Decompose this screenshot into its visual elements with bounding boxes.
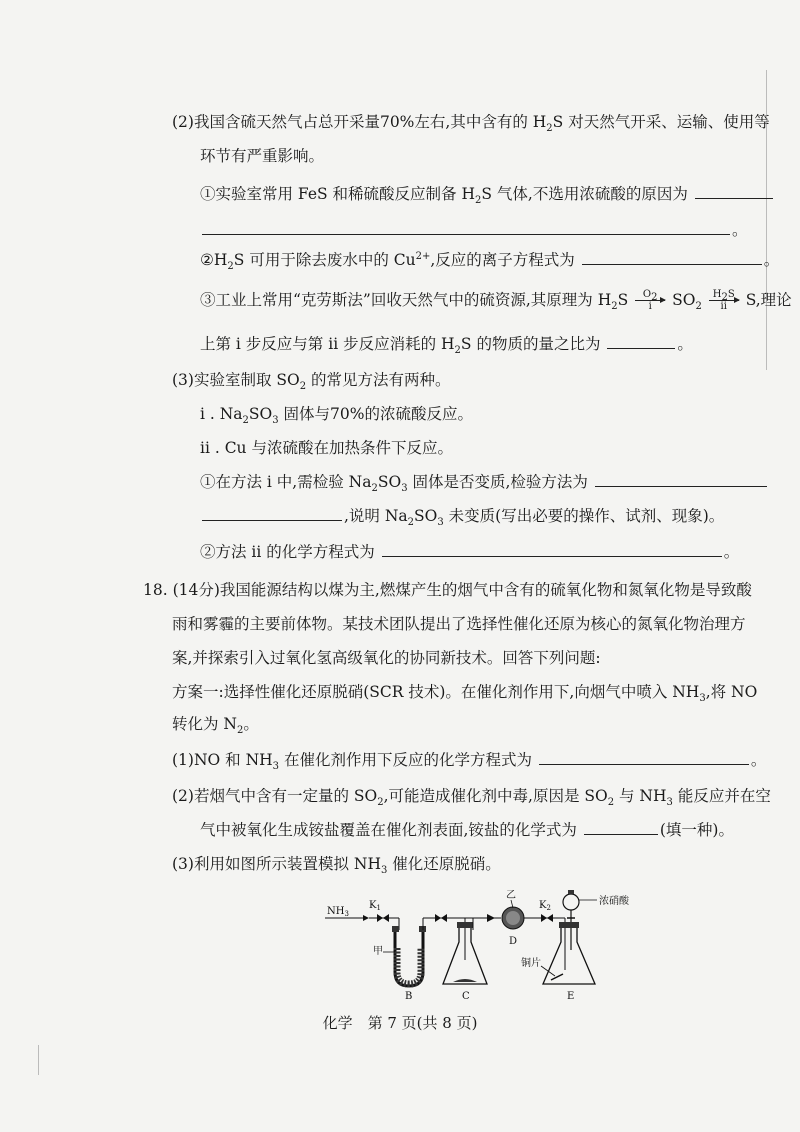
reaction-arrow-step1: $\frac{O_2}{i}$ bbox=[635, 290, 665, 312]
scan-edge-mark bbox=[38, 1045, 39, 1075]
q18-part1: (1)NO 和 $NH_3$ 在催化剂作用下反应的化学方程式为 。 bbox=[172, 751, 767, 773]
diagram-label-nh3: $NH_3$ bbox=[327, 906, 349, 918]
apparatus-diagram bbox=[325, 890, 645, 1000]
answer-blank[interactable] bbox=[202, 220, 730, 235]
q17-3-intro: (3)实验室制取 $SO_2$ 的常见方法有两种。 bbox=[172, 371, 451, 393]
diagram-label-nitric-acid: 浓硝酸 bbox=[599, 896, 629, 907]
answer-blank[interactable] bbox=[582, 250, 762, 265]
diagram-label-copper: 铜片 bbox=[521, 958, 541, 969]
q17-2-item2: $②H_2S$ 可用于除去废水中的 $Cu^{2+}$,反应的离子方程式为 。 bbox=[200, 250, 780, 273]
q18-plan1: 方案一:选择性催化还原脱硝(SCR 技术)。在催化剂作用下,向烟气中喷入 $NH_3$,将 NO bbox=[172, 683, 758, 705]
q17-3-sub1: ①在方法 i 中,需检验 $Na_2SO_3$ 固体是否变质,检验方法为 bbox=[200, 472, 769, 492]
q17-3-sub1-line2: ,说明 $Na_2SO_3$ 未变质(写出必要的操作、试剂、现象)。 bbox=[200, 506, 724, 526]
answer-blank[interactable] bbox=[382, 542, 722, 557]
q17-3-sub2: ②方法 ii 的化学方程式为 。 bbox=[200, 543, 740, 561]
diagram-label-jia: 甲 bbox=[373, 946, 383, 957]
q17-2-intro: (2)我国含硫天然气占总开采量70%左右,其中含有的 $H_2S$ 对天然气开采、运输、使用等 bbox=[172, 113, 770, 135]
q18-stem-line3: 案,并探索引入过氧化氢高级氧化的协同新技术。回答下列问题: bbox=[172, 649, 601, 667]
diagram-label-k1: $K_1$ bbox=[369, 900, 381, 912]
diagram-label-e: E bbox=[567, 991, 575, 1000]
q18-part2-line2: 气中被氧化生成铵盐覆盖在催化剂表面,铵盐的化学式为 (填一种)。 bbox=[200, 821, 734, 839]
q17-3-method2: ii . Cu 与浓硫酸在加热条件下反应。 bbox=[200, 439, 453, 457]
diagram-label-d: D bbox=[509, 936, 518, 947]
answer-blank[interactable] bbox=[595, 472, 767, 487]
answer-blank[interactable] bbox=[584, 820, 658, 835]
q17-3-method1: i . $Na_2SO_3$ 固体与70%的浓硫酸反应。 bbox=[200, 405, 474, 427]
q17-2-item3-line2: 上第 i 步反应与第 ii 步反应消耗的 $H_2S$ 的物质的量之比为 。 bbox=[200, 335, 693, 357]
q17-2-intro-line2: 环节有严重影响。 bbox=[200, 147, 325, 165]
answer-blank[interactable] bbox=[539, 750, 749, 765]
q17-2-item1: ①实验室常用 FeS 和稀硫酸反应制备 $H_2S$ 气体,不选用浓硫酸的原因为 bbox=[200, 184, 775, 204]
diagram-label-b: B bbox=[405, 991, 413, 1000]
q17-2-item3: ③工业上常用“克劳斯法”回收天然气中的硫资源,其原理为 $H_2S$ $\frac{O_2}{i}$ $SO_2$ $\frac{H_2S}{ii}$ S,理论 bbox=[200, 289, 792, 313]
q18-part3: (3)利用如图所示装置模拟 $NH_3$ 催化还原脱硝。 bbox=[172, 855, 501, 877]
q18-stem-line2: 雨和雾霾的主要前体物。某技术团队提出了选择性催化还原为核心的氮氧化物治理方 bbox=[172, 615, 746, 633]
diagram-label-k2: $K_2$ bbox=[539, 900, 551, 912]
q18-part2: (2)若烟气中含有一定量的 $SO_2$,可能造成催化剂中毒,原因是 $SO_2$ 与 $NH_3$ 能反应并在空 bbox=[172, 787, 771, 809]
reaction-arrow-step2: $\frac{H_2S}{ii}$ bbox=[709, 290, 739, 312]
answer-blank[interactable] bbox=[202, 506, 342, 521]
answer-blank[interactable] bbox=[607, 334, 675, 349]
q18-plan1-line2: 转化为 $N_2$。 bbox=[172, 715, 259, 737]
q18-stem-line1: 18. (14分)我国能源结构以煤为主,燃煤产生的烟气中含有的硫氧化物和氮氧化物是导致酸 bbox=[143, 581, 752, 599]
page-footer: 化学 第 7 页(共 8 页) bbox=[322, 1014, 478, 1032]
diagram-label-c: C bbox=[462, 991, 470, 1000]
answer-blank[interactable] bbox=[695, 184, 773, 199]
q17-2-item1-line2: 。 bbox=[200, 220, 748, 240]
diagram-label-yi: 乙 bbox=[506, 890, 516, 901]
